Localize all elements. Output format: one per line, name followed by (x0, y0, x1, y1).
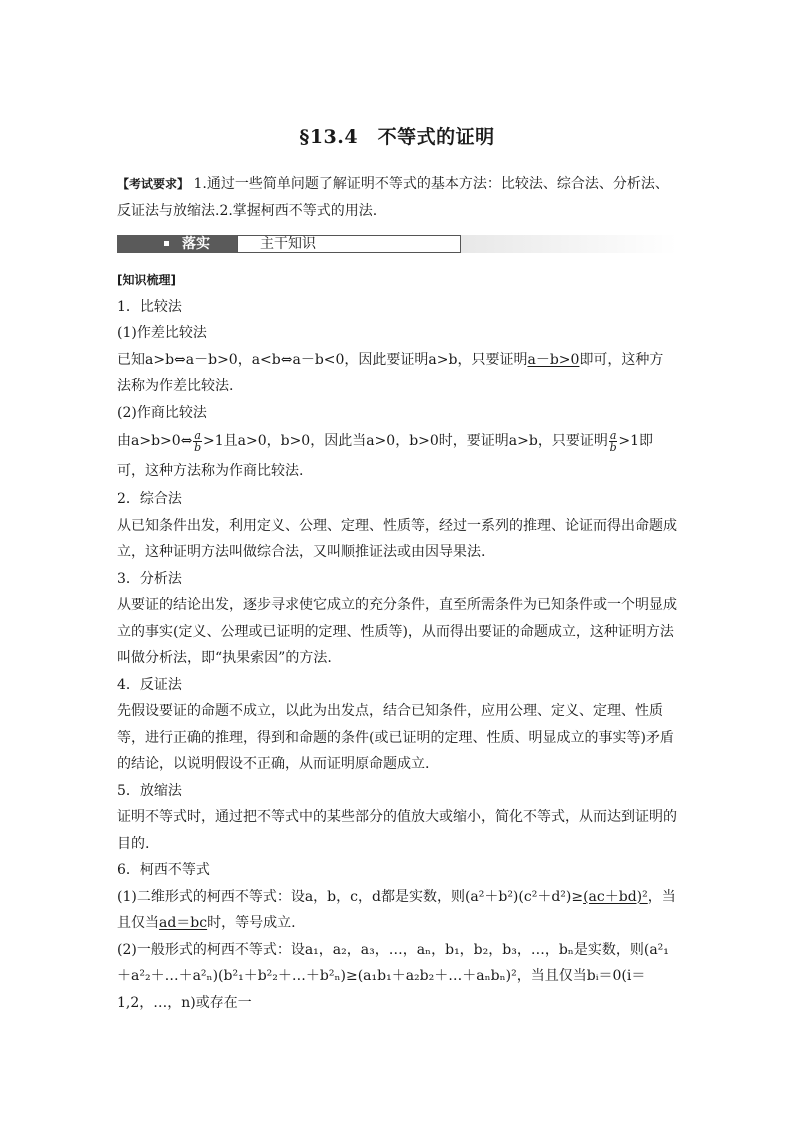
para-analysis: 从要证的结论出发，逐步寻求使它成立的充分条件，直至所需条件为已知条件或一个明显成立的事实(定义、公理或已证明的定理、性质等)，从而得出要证的命题成立，这种证明方法叫做分析法，即“执果索因”的方法. (117, 597, 677, 666)
para-contradiction: 先假设要证的命题不成立，以此为出发点，结合已知条件，应用公理、定义、定理、性质等，进行正确的推理，得到和命题的条件(或已证明的定理、性质、明显成立的事实等)矛盾的结论，以说明假设不正确，从而证明原命题成立. (117, 703, 674, 772)
banner-right-text: 主干知识 (260, 236, 316, 252)
fraction-numerator: a (194, 428, 201, 442)
para-quotient (117, 426, 677, 486)
para-cauchy-2d-a: (1)二维形式的柯西不等式：设a，b，c，d都是实数，则(a²＋b²)(c²＋d²)≥ (117, 888, 584, 905)
section-banner (117, 235, 677, 256)
fraction-denominator: b (194, 440, 202, 454)
heading-comparison: 1．比较法 (117, 298, 182, 315)
banner-label-dark (117, 235, 237, 253)
para-difference (117, 347, 677, 400)
para-quotient-b: >1且a>0，b>0，因此当a>0，b>0时，要证明a>b，只要证明 (202, 433, 608, 449)
para-cauchy-general: (2)一般形式的柯西不等式：设a₁，a₂，a₃，…，aₙ，b₁，b₂，b₃，…，bₙ是实数，则(a²₁＋a²₂＋…＋a²ₙ)(b²₁＋b²₂＋…＋b²ₙ)≥(a₁b₁＋a₂b₂＋…＋aₙbₙ)²，当且仅当bᵢ＝0(i＝1,2，…，n)或存在一 (117, 941, 669, 1011)
fraction-a-over-b (193, 430, 202, 453)
heading-cauchy: 6．柯西不等式 (117, 862, 210, 878)
heading-scaling: 5．放缩法 (117, 782, 182, 799)
heading-contradiction: 4．反证法 (117, 676, 182, 693)
para-synthesis: 从已知条件出发，利用定义、公理、定理、性质等，经过一系列的推理、论证而得出命题成立，这种证明方法叫做综合法，又叫顺推证法或由因导果法. (117, 517, 677, 560)
underlined-answer: a－b>0 (527, 351, 580, 368)
para-cauchy-2d-b: ，当且仅当 (117, 888, 676, 931)
page-title: §13.4 不等式的证明 (299, 126, 495, 148)
underlined-answer-2: (ac＋bd)² (583, 888, 648, 905)
para-cauchy-2d-c: 时，等号成立. (207, 915, 296, 931)
requirement-text: 1.通过一些简单问题了解证明不等式的基本方法：比较法、综合法、分析法、反证法与放缩法.2.掌握柯西不等式的用法. (117, 176, 669, 219)
fraction-a-over-b-2 (609, 430, 618, 453)
section-tag: [知识梳理] (117, 273, 176, 287)
fraction-numerator-2: a (609, 428, 617, 442)
square-bullet-icon (164, 241, 169, 246)
para-difference-b: 即可，这种方法称为作差比较法. (117, 351, 664, 394)
exam-requirement (117, 171, 677, 225)
subheading-quotient: (2)作商比较法 (117, 404, 207, 421)
requirement-tag: 【考试要求】 (117, 177, 190, 191)
para-quotient-a: 由a>b>0⇔ (117, 433, 193, 449)
underlined-answer-3: ad＝bc (159, 915, 208, 931)
banner-left-text: 落实 (182, 236, 210, 252)
content-body (117, 171, 677, 1016)
para-quotient-c: >1即可，这种方法称为作商比较法. (117, 433, 654, 479)
heading-synthesis: 2．综合法 (117, 491, 182, 507)
fraction-denominator-2: b (609, 440, 617, 454)
para-difference-a: 已知a>b⇔a－b>0，a<b⇔a－b<0，因此要证明a>b，只要证明 (117, 351, 528, 368)
heading-analysis: 3．分析法 (117, 570, 182, 587)
subheading-difference: (1)作差比较法 (117, 325, 207, 341)
banner-label-box (237, 235, 461, 253)
para-scaling: 证明不等式时，通过把不等式中的某些部分的值放大或缩小，简化不等式，从而达到证明的目的. (117, 809, 677, 852)
para-cauchy-2d (117, 884, 677, 937)
